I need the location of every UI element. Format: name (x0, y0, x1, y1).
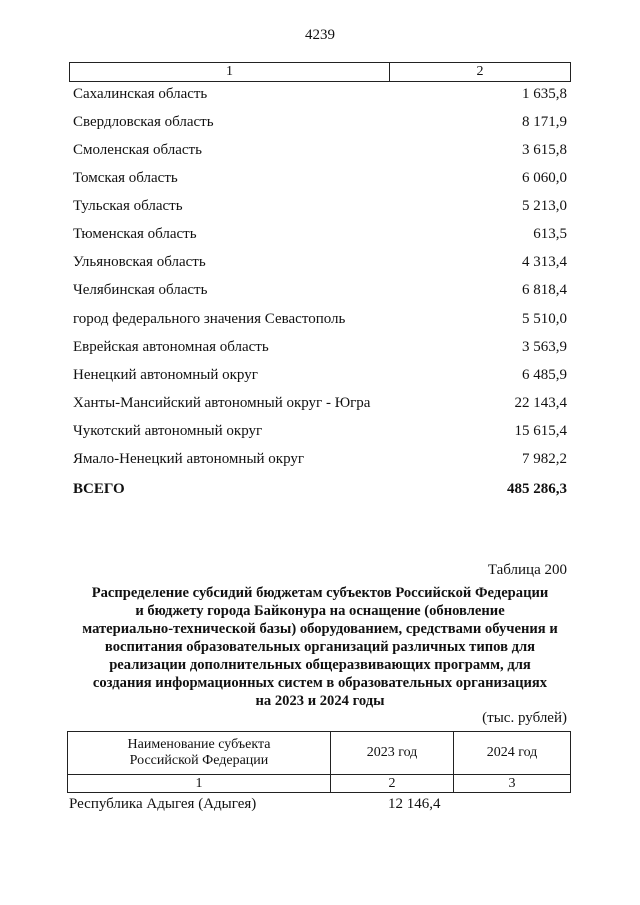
table-row (69, 796, 569, 816)
region-value: 1 635,8 (522, 85, 567, 102)
region-name: Сахалинская область (73, 85, 208, 102)
table-row (73, 252, 567, 272)
region-name: Ненецкий автономный округ (73, 366, 258, 383)
region-name: Тюменская область (73, 225, 197, 242)
column-number: 1 (68, 775, 331, 792)
table-row (73, 337, 567, 357)
region-value: 8 171,9 (522, 113, 567, 130)
region-name: Смоленская область (73, 141, 202, 158)
table1-header-col1: 1 (70, 63, 390, 81)
region-name: Чукотский автономный округ (73, 422, 263, 439)
column-header-region (68, 732, 331, 774)
region-value: 5 213,0 (522, 197, 567, 214)
column-number: 3 (508, 775, 516, 791)
region-name: Ямало-Ненецкий автономный округ (73, 450, 305, 467)
column-header-2024: 2024 год (486, 745, 538, 760)
table-row (73, 112, 567, 132)
title-line: воспитания образовательных организаций различных типов для (104, 639, 536, 655)
region-value: 6 818,4 (522, 281, 567, 298)
column-header-line: Российской Федерации (129, 753, 269, 768)
region-name: Республика Адыгея (Адыгея) (69, 796, 257, 812)
table-row (73, 309, 567, 329)
title-line: на 2023 и 2024 годы (255, 693, 385, 709)
total-label: ВСЕГО (73, 480, 125, 497)
table-row (73, 280, 567, 300)
table1-header-col2: 2 (476, 64, 484, 79)
table2-header-row (68, 732, 570, 775)
region-value: 5 510,0 (522, 310, 567, 327)
table-row (73, 421, 567, 441)
table-row (73, 140, 567, 160)
title-line: реализации дополнительных общеразвивающих программ, для (109, 657, 531, 673)
table-row (73, 196, 567, 216)
region-name: Ханты-Мансийский автономный округ - Югра (73, 394, 371, 411)
table-title (60, 584, 580, 710)
table-row (73, 365, 567, 385)
table-row (73, 393, 567, 413)
value-2023: 12 146,4 (388, 796, 441, 812)
region-name: Томская область (73, 169, 178, 186)
region-name: Тульская область (73, 197, 183, 214)
table-row (73, 168, 567, 188)
title-line: Распределение субсидий бюджетам субъектов Российской Федерации (91, 585, 549, 601)
region-value: 613,5 (533, 225, 567, 242)
region-name: Еврейская автономная область (73, 338, 269, 355)
table2-header (67, 731, 571, 793)
title-line: создания информационных систем в образовательных организациях (92, 675, 548, 691)
table2-column-numbers (68, 775, 570, 792)
region-value: 6 060,0 (522, 169, 567, 186)
page-number: 4239 (305, 27, 335, 43)
region-value: 15 615,4 (514, 422, 567, 439)
total-value: 485 286,3 (507, 480, 567, 497)
total-row (73, 479, 567, 499)
title-line: и бюджету города Байконура на оснащение (обновление (135, 603, 505, 619)
region-value: 4 313,4 (522, 253, 567, 270)
table-row (73, 449, 567, 469)
table-number: Таблица 200 (487, 562, 567, 578)
units-label: (тыс. рублей) (482, 710, 567, 726)
region-value: 3 563,9 (522, 338, 567, 355)
region-value: 6 485,9 (522, 366, 567, 383)
column-number: 2 (331, 775, 454, 792)
table-row (73, 224, 567, 244)
region-value: 3 615,8 (522, 141, 567, 158)
region-value: 22 143,4 (514, 394, 567, 411)
table-row (73, 84, 567, 104)
region-name: Ульяновская область (73, 253, 206, 270)
column-header-line: Наименование субъекта (127, 737, 271, 752)
title-line: материально-технической базы) оборудованием, средствами обучения и (82, 621, 558, 637)
region-value: 7 982,2 (522, 450, 567, 467)
region-name: Челябинская область (73, 281, 208, 298)
region-name: Свердловская область (73, 113, 214, 130)
table1-header (69, 62, 571, 82)
column-header-2023: 2023 год (331, 732, 454, 774)
region-name: город федерального значения Севастополь (73, 310, 346, 327)
